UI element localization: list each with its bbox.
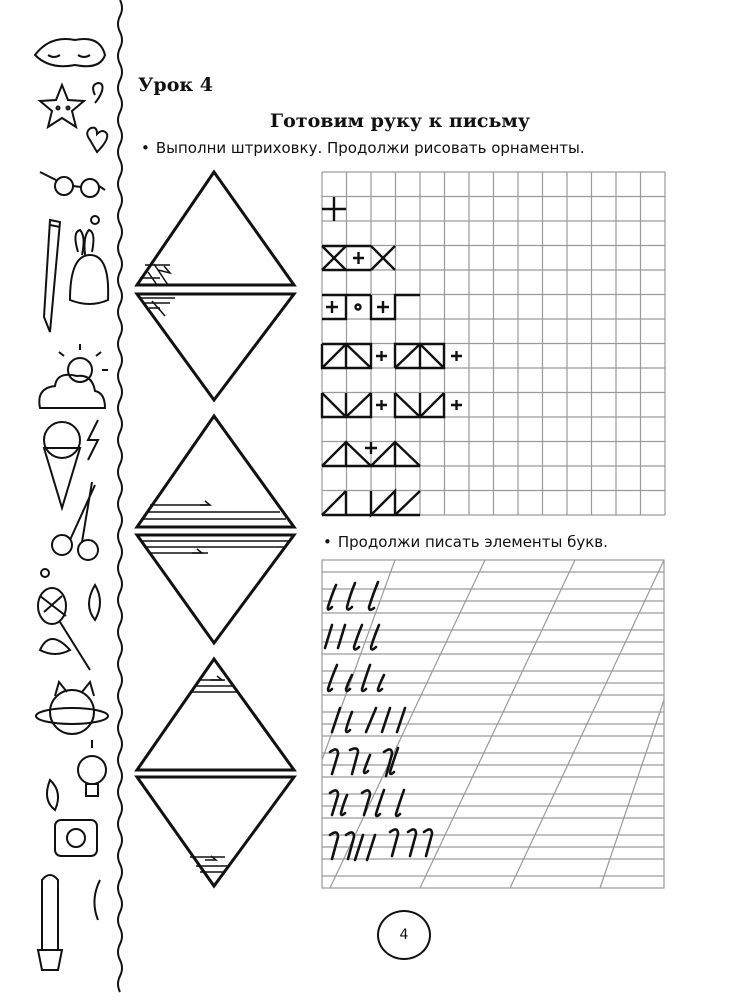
letter-row-5 (330, 748, 398, 776)
instruction-text: Продолжи писать элементы букв. (337, 533, 608, 551)
lesson-title: Урок 4 (138, 74, 213, 96)
letter-row-1 (328, 582, 378, 610)
letter-row-2 (325, 625, 379, 650)
bullet: • (141, 139, 150, 157)
instruction-text: Выполни штриховку. Продолжи рисовать орнаменты. (155, 139, 585, 157)
page-heading: Готовим руку к письму (270, 110, 531, 132)
bullet: • (323, 533, 332, 551)
page-number: 4 (377, 910, 431, 960)
letter-row-3 (328, 665, 384, 691)
